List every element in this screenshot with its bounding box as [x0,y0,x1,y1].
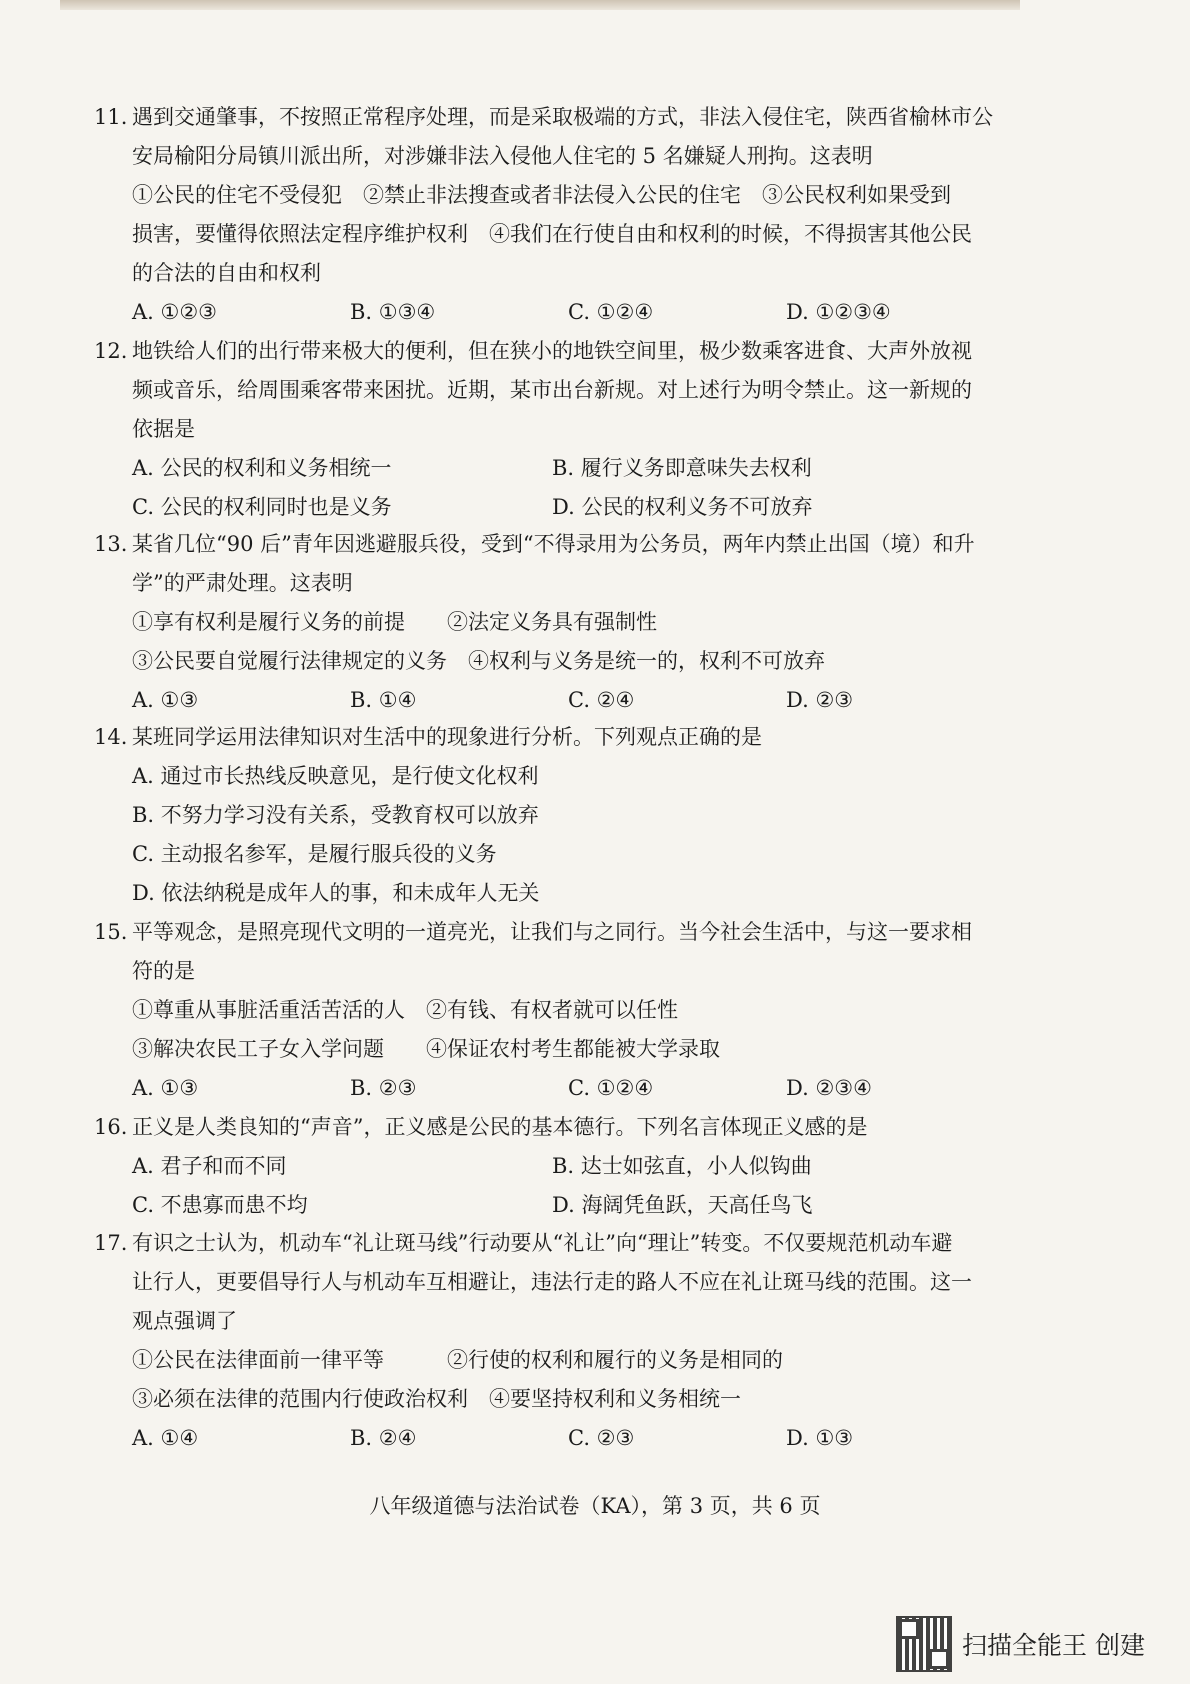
choice-d[interactable]: D. ①③ [786,1426,854,1450]
choice-list [94,1186,1034,1225]
question-stem: 平等观念，是照亮现代文明的一道亮光，让我们与之同行。当今社会生活中，与这一要求相 [132,920,972,944]
question-stem: 学”的严肃处理。这表明 [132,571,353,595]
question-13 [94,525,1034,720]
question-stem: 地铁给人们的出行带来极大的便利，但在狭小的地铁空间里，极少数乘客进食、大声外放视 [132,339,972,363]
choice-list [94,488,1034,527]
question-stem: 某省几位“90 后”青年因逃避服兵役，受到“不得录用为公务员，两年内禁止出国（境）和升 [132,532,975,556]
statement-line: ①享有权利是履行义务的前提 ②法定义务具有强制性 [132,610,657,634]
choice-c[interactable]: C. ②④ [568,688,635,712]
choice-d[interactable]: D. ②③④ [786,1076,872,1100]
statement-line: 的合法的自由和权利 [132,261,321,285]
statement-line: ①公民的住宅不受侵犯 ②禁止非法搜查或者非法侵入公民的住宅 ③公民权利如果受到 [132,183,951,207]
question-stem: 依据是 [132,417,195,441]
question-stem: 安局榆阳分局镇川派出所，对涉嫌非法入侵他人住宅的 5 名嫌疑人刑拘。这表明 [132,144,873,168]
question-stem: 频或音乐，给周围乘客带来困扰。近期，某市出台新规。对上述行为明令禁止。这一新规的 [132,378,972,402]
choice-c[interactable]: C. ①②④ [568,300,654,324]
question-17 [94,1224,1034,1458]
choice-a[interactable]: A. 公民的权利和义务相统一 [132,456,392,480]
choice-d[interactable]: D. 公民的权利义务不可放弃 [552,495,813,519]
question-number: 16. [94,1115,128,1139]
question-stem: 符的是 [132,959,195,983]
choice-a[interactable]: A. 君子和而不同 [132,1154,287,1178]
choice-list [94,1069,1034,1108]
question-number: 12. [94,339,128,363]
question-stem: 遇到交通肇事，不按照正常程序处理，而是采取极端的方式，非法入侵住宅，陕西省榆林市公 [132,105,993,129]
question-number: 15. [94,920,128,944]
question-stem: 有识之士认为，机动车“礼让斑马线”行动要从“礼让”向“理让”转变。不仅要规范机动车避 [132,1231,953,1255]
choice-d[interactable]: D. ②③ [786,688,854,712]
choice-a[interactable]: A. ①②③ [132,300,217,324]
question-number: 11. [94,105,128,129]
question-stem: 让行人，更要倡导行人与机动车互相避让，违法行走的路人不应在礼让斑马线的范围。这一 [132,1270,972,1294]
choice-c[interactable]: C. 主动报名参军，是履行服兵役的义务 [132,842,497,866]
question-stem: 观点强调了 [132,1309,237,1333]
choice-c[interactable]: C. 不患寡而患不均 [132,1193,308,1217]
choice-list [94,1147,1034,1186]
watermark-text: 扫描全能王 创建 [962,1631,1145,1660]
choice-a[interactable]: A. ①④ [132,1426,199,1450]
statement-line: ①尊重从事脏活重活苦活的人 ②有钱、有权者就可以任性 [132,998,678,1022]
choice-c[interactable]: C. 公民的权利同时也是义务 [132,495,392,519]
choice-d[interactable]: D. ①②③④ [786,300,891,324]
choice-b[interactable]: B. ②④ [350,1426,417,1450]
question-number: 13. [94,532,128,556]
question-stem: 正义是人类良知的“声音”，正义感是公民的基本德行。下列名言体现正义感的是 [132,1115,868,1139]
choice-list [94,681,1034,720]
choice-c[interactable]: C. ①②④ [568,1076,654,1100]
scanner-watermark [896,1616,1145,1672]
choice-b[interactable]: B. ①③④ [350,300,436,324]
statement-line: ③公民要自觉履行法律规定的义务 ④权利与义务是统一的，权利不可放弃 [132,649,825,673]
choice-b[interactable]: B. 履行义务即意味失去权利 [552,456,812,480]
statement-line: ③必须在法律的范围内行使政治权利 ④要坚持权利和义务相统一 [132,1387,741,1411]
question-stem: 某班同学运用法律知识对生活中的现象进行分析。下列观点正确的是 [132,725,762,749]
page-footer: 八年级道德与法治试卷（KA），第 3 页，共 6 页 [369,1494,821,1518]
choice-list [94,293,1034,332]
statement-line: ①公民在法律面前一律平等 ②行使的权利和履行的义务是相同的 [132,1348,783,1372]
question-15 [94,913,1034,1108]
choice-d[interactable]: D. 海阔凭鱼跃，天高任鸟飞 [552,1193,813,1217]
statement-line: ③解决农民工子女入学问题 ④保证农村考生都能被大学录取 [132,1037,720,1061]
question-12 [94,332,1034,527]
qr-code-icon [896,1616,952,1672]
question-14 [94,718,1034,913]
statement-line: 损害，要懂得依照法定程序维护权利 ④我们在行使自由和权利的时候，不得损害其他公民 [132,222,972,246]
question-16 [94,1108,1034,1225]
question-number: 17. [94,1231,128,1255]
choice-a[interactable]: A. ①③ [132,1076,199,1100]
choice-a[interactable]: A. 通过市长热线反映意见，是行使文化权利 [132,764,539,788]
choice-d[interactable]: D. 依法纳税是成年人的事，和未成年人无关 [132,881,540,905]
choice-c[interactable]: C. ②③ [568,1426,635,1450]
choice-b[interactable]: B. 达士如弦直，小人似钩曲 [552,1154,812,1178]
question-number: 14. [94,725,128,749]
choice-a[interactable]: A. ①③ [132,688,199,712]
choice-b[interactable]: B. ②③ [350,1076,417,1100]
choice-b[interactable]: B. ①④ [350,688,417,712]
choice-b[interactable]: B. 不努力学习没有关系，受教育权可以放弃 [132,803,539,827]
choice-list [94,449,1034,488]
question-11 [94,98,1034,332]
choice-list [94,1419,1034,1458]
